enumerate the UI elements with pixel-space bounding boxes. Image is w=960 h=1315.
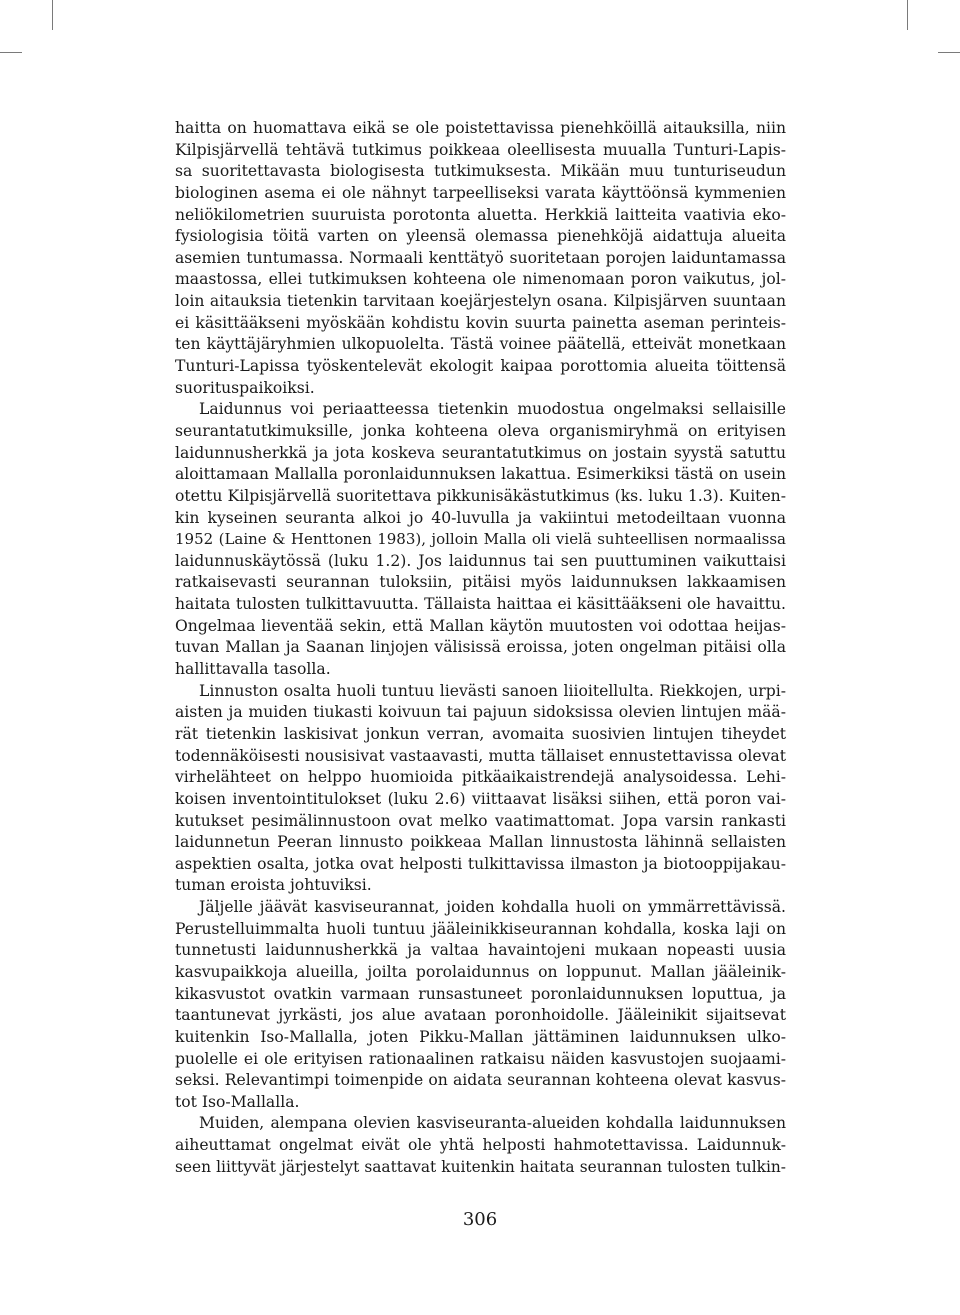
crop-mark-top-left bbox=[52, 0, 53, 30]
text-line: aisten ja muiden tiukasti koivuun tai pajuun sidoksissa olevien lintujen mää- bbox=[175, 703, 786, 722]
text-line: neliökilometrien suuruista porotonta aluetta. Herkkiä laitteita vaativia eko- bbox=[175, 205, 786, 224]
text-line: todennäköisesti nousisivat vastaavasti, mutta tällaiset ennustettavissa olevat bbox=[175, 746, 786, 765]
text-line: tuvan Mallan ja Saanan linjojen välisissä eroissa, joten ongelman pitäisi olla bbox=[175, 638, 786, 657]
text-line: Tunturi-Lapissa työskentelevät ekologit kaipaa porottomia alueita töittensä bbox=[175, 357, 786, 376]
text-line: Muiden, alempana olevien kasviseuranta-alueiden kohdalla laidunnuksen bbox=[199, 1114, 786, 1133]
body-text bbox=[175, 118, 786, 1178]
text-line: biologinen asema ei ole nähnyt tarpeelliseksi varata käyttöönsä kymmenien bbox=[175, 183, 786, 202]
text-line: kasvupaikkoja alueilla, joilta porolaidunnus on loppunut. Mallan jääleinik- bbox=[175, 962, 786, 981]
text-line: seurantatutkimuksille, jonka kohteena oleva organismiryhmä on erityisen bbox=[175, 421, 786, 440]
text-line: ten käyttäjäryhmien ulkopuolelta. Tästä voinee päätellä, etteivät monetkaan bbox=[175, 335, 786, 354]
text-line: Kilpisjärvellä tehtävä tutkimus poikkeaa oleellisesta muualla Tunturi-Lapis- bbox=[175, 140, 786, 159]
text-line: Ongelmaa lieventää sekin, että Mallan käytön muutosten voi odottaa heijas- bbox=[175, 616, 786, 635]
text-line: rät tietenkin laskisivat jonkun verran, avomaita suosivien lintujen tiheydet bbox=[175, 724, 786, 743]
text-line: otettu Kilpisjärvellä suoritettava pikkunisäkästutkimus (ks. luku 1.3). Kuiten- bbox=[175, 486, 786, 505]
text-line: sa suoritettavasta biologisesta tutkimuksesta. Mikään muu tunturiseudun bbox=[175, 162, 786, 181]
text-line: Laidunnus voi periaatteessa tietenkin muodostua ongelmaksi sellaisille bbox=[199, 400, 786, 419]
text-line: loin aitauksia tietenkin tarvitaan koejärjestelyn osana. Kilpisjärven suuntaan bbox=[175, 292, 786, 311]
text-line: suorituspaikoiksi. bbox=[175, 378, 315, 397]
text-line: maastossa, ellei tutkimuksen kohteena ole nimenomaan poron vaikutus, jol- bbox=[175, 270, 786, 289]
text-line: virhelähteet on helppo huomioida pitkäaikaistrendejä analysoidessa. Lehi- bbox=[175, 768, 786, 787]
text-line: laidunnusherkkä ja jota koskeva seurantatutkimus on jostain syystä satuttu bbox=[175, 443, 786, 462]
text-line: kuitenkin Iso-Mallalla, joten Pikku-Mallan jättäminen laidunnuksen ulko- bbox=[175, 1027, 786, 1046]
text-line: aiheuttamat ongelmat eivät ole yhtä helposti hahmotettavissa. Laidunnuk- bbox=[175, 1136, 786, 1155]
text-line: kutukset pesimälinnustoon ovat melko vaatimattomat. Jopa varsin rankasti bbox=[175, 811, 786, 830]
text-line: seen liittyvät järjestelyt saattavat kuitenkin haitata seurannan tulosten tulkin- bbox=[175, 1157, 786, 1176]
text-line: puolelle ei ole erityisen rationaalinen ratkaisu näiden kasvustojen suojaami- bbox=[175, 1049, 786, 1068]
paragraph bbox=[175, 681, 786, 897]
text-line: Perustelluimmalta huoli tuntuu jääleinikkiseurannan kohdalla, koska laji on bbox=[175, 919, 786, 938]
paragraph bbox=[175, 118, 786, 399]
text-line: laidunnetun Peeran linnusto poikkeaa Mallan linnustosta lähinnä sellaisten bbox=[175, 833, 786, 852]
text-line: aloittamaan Mallalla poronlaidunnuksen lakattua. Esimerkiksi tästä on usein bbox=[175, 465, 786, 484]
paragraph bbox=[175, 1113, 786, 1178]
crop-mark-top-right bbox=[907, 0, 908, 30]
text-line: tuman eroista johtuviksi. bbox=[175, 876, 372, 895]
crop-mark-right bbox=[938, 52, 960, 53]
text-line: ratkaisevasti seurannan tuloksiin, pitäisi myös laidunnuksen lakkaamisen bbox=[175, 573, 786, 592]
paragraph bbox=[175, 399, 786, 680]
text-line: ei käsittääkseni myöskään kohdistu kovin suurta painetta aseman perinteis- bbox=[175, 313, 786, 332]
text-line: hallittavalla tasolla. bbox=[175, 660, 331, 679]
text-line: haitta on huomattava eikä se ole poistettavissa pienehköillä aitauksilla, niin bbox=[175, 119, 786, 137]
text-line: kikasvustot ovatkin varmaan runsastuneet poronlaidunnuksen loputtua, ja bbox=[175, 984, 786, 1003]
crop-mark-left bbox=[0, 52, 22, 53]
text-line: haitata tulosten tulkittavuutta. Tällaista haittaa ei käsittääkseni ole havaittu. bbox=[175, 595, 786, 614]
text-line: kin kyseinen seuranta alkoi jo 40-luvulla ja vakiintui metodeiltaan vuonna bbox=[175, 508, 786, 527]
text-line: seksi. Relevantimpi toimenpide on aidata seurannan kohteena olevat kasvus- bbox=[175, 1071, 786, 1090]
text-line: tunnetusti laidunnusherkkä ja valtaa havaintojeni mukaan nopeasti uusia bbox=[175, 941, 786, 960]
text-line: laidunnuskäytössä (luku 1.2). Jos laidunnus tai sen puuttuminen vaikuttaisi bbox=[175, 551, 786, 570]
paragraph bbox=[175, 897, 786, 1113]
text-line: koisen inventointitulokset (luku 2.6) viittaavat lisäksi siihen, että poron vai- bbox=[175, 789, 786, 808]
text-line: 1952 (Laine & Henttonen 1983), jolloin Malla oli vielä suhteellisen normaalissa bbox=[175, 530, 786, 549]
text-line: fysiologisia töitä varten on yleensä olemassa pienehköjä aidattuja alueita bbox=[175, 227, 786, 246]
text-line: Linnuston osalta huoli tuntuu lievästi sanoen liioitellulta. Riekkojen, urpi- bbox=[199, 681, 786, 700]
text-line: tot Iso-Mallalla. bbox=[175, 1092, 300, 1111]
text-line: asemien tuntumassa. Normaali kenttätyö suoritetaan porojen laiduntamassa bbox=[175, 248, 786, 267]
page-number: 306 bbox=[462, 1209, 498, 1230]
text-line: Jäljelle jäävät kasviseurannat, joiden kohdalla huoli on ymmärrettävissä. bbox=[199, 898, 786, 917]
text-line: taantunevat jyrkästi, jos alue avataan poronhoidolle. Jääleinikit sijaitsevat bbox=[175, 1006, 786, 1025]
text-line: aspektien osalta, jotka ovat helposti tulkittavissa ilmaston ja biotooppijakau- bbox=[175, 854, 786, 873]
